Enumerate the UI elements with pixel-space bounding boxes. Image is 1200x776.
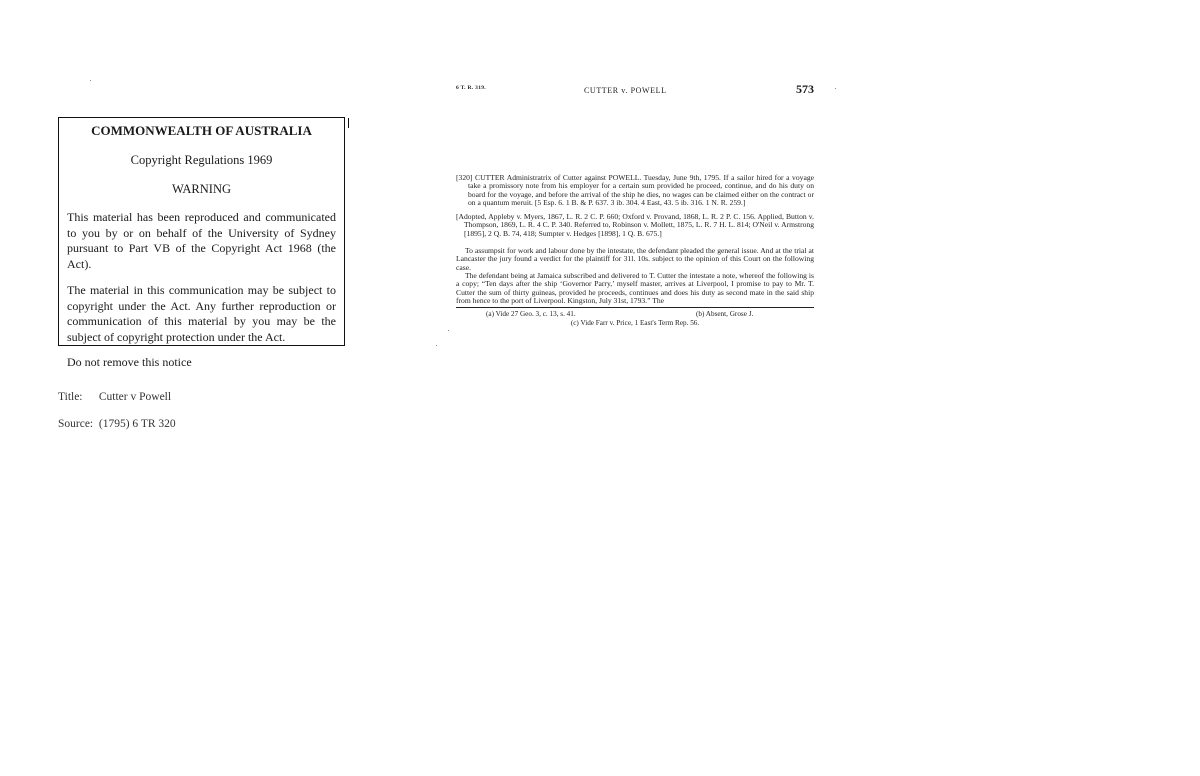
footnote-c: (c) Vide Farr v. Price, 1 East's Term Rep. 56. [570, 319, 700, 328]
case-body-paragraph-2: The defendant being at Jamaica subscribed and delivered to T. Cutter the intestate a note, whereof the following is a copy; “Ten days after the ship ‘Governor Parry,’ myself master, arrives at Liverpool, I promise to pay to Mr. T. Cutter the sum of thirty guineas, provided he proceeds, continues and does his duty as second mate in the said ship from hence to the port of Liverpool. Kingston, July 31st, 1793.” The [456, 270, 814, 305]
scan-speck [448, 330, 449, 331]
footnote-row [456, 310, 814, 319]
source-value: (1795) 6 TR 320 [98, 418, 176, 430]
copyright-notice-box [58, 117, 345, 369]
footnote-b: (b) Absent, Grose J. [696, 310, 754, 319]
notice-paragraph-reproduction: This material has been reproduced and communicated to you by or on behalf of the University of Sydney pursuant to Part VB of the Copyright Act 1968 (the Act). [67, 210, 336, 271]
running-head-citation: 6 T. R. 319. [456, 85, 486, 91]
scan-speck [90, 80, 91, 81]
running-head-case-name: CUTTER v. POWELL [584, 86, 667, 95]
footnote-a: (a) Vide 27 Geo. 3, c. 13, s. 41. [486, 310, 576, 319]
page-number: 573 [796, 82, 814, 96]
notice-paragraph-do-not-remove: Do not remove this notice [67, 355, 192, 369]
document-title-line [58, 391, 171, 403]
notice-warning: WARNING [171, 182, 232, 196]
notice-paragraph-copyright: The material in this communication may be subject to copyright under the Act. Any further reproduction or communication of this material by you may be the subject of copyright protection under the Act. [67, 283, 336, 344]
scan-speck [436, 345, 437, 346]
scan-speck [835, 88, 836, 89]
running-head [456, 82, 814, 98]
document-source-line [58, 418, 176, 430]
law-report-page [456, 82, 814, 327]
title-label: Title: [58, 391, 83, 403]
footnote-divider [456, 307, 814, 308]
case-body-paragraph-1: To assumpsit for work and labour done by the intestate, the defendant pleaded the general issue. And at the trial at Lancaster the jury found a verdict for the plaintiff for 31l. 10s. subject to the opinion of this Court on the following case. [456, 246, 814, 272]
source-label: Source: [58, 418, 94, 430]
title-value: Cutter v Powell [98, 391, 172, 403]
case-annotation: [Adopted, Appleby v. Myers, 1867, L. R. 2 C. P. 660; Oxford v. Provand, 1868, L. R. 2 P. C. 156. Applied, Button v. Thompson, 1869, L. R. 4 C. P. 340. Referred to, Robinson v. Mollett, 1875, L. R. 7 H. L. 814; O'Neil v. Armstrong [1895], 2 Q. B. 74, 418; Sumpter v. Hedges [1898], 1 Q. B. 675.] [456, 212, 814, 238]
scan-edge-mark [348, 118, 349, 128]
notice-regulations: Copyright Regulations 1969 [130, 153, 273, 167]
notice-title: COMMONWEALTH OF AUSTRALIA [91, 123, 312, 138]
case-headnote: [320] CUTTER Administratrix of Cutter against POWELL. Tuesday, June 9th, 1795. If a sailor hired for a voyage take a promissory note from his employer for a certain sum provided he proceed, continue, and do his duty on board for the voyage, and before the arrival of the ship he dies, no wages can be claimed either on the contract or on a quantum meruit. [5 Esp. 6. 1 B. & P. 637. 3 ib. 304. 4 East, 43. 5 ib. 316. 1 N. R. 259.] [456, 173, 814, 207]
